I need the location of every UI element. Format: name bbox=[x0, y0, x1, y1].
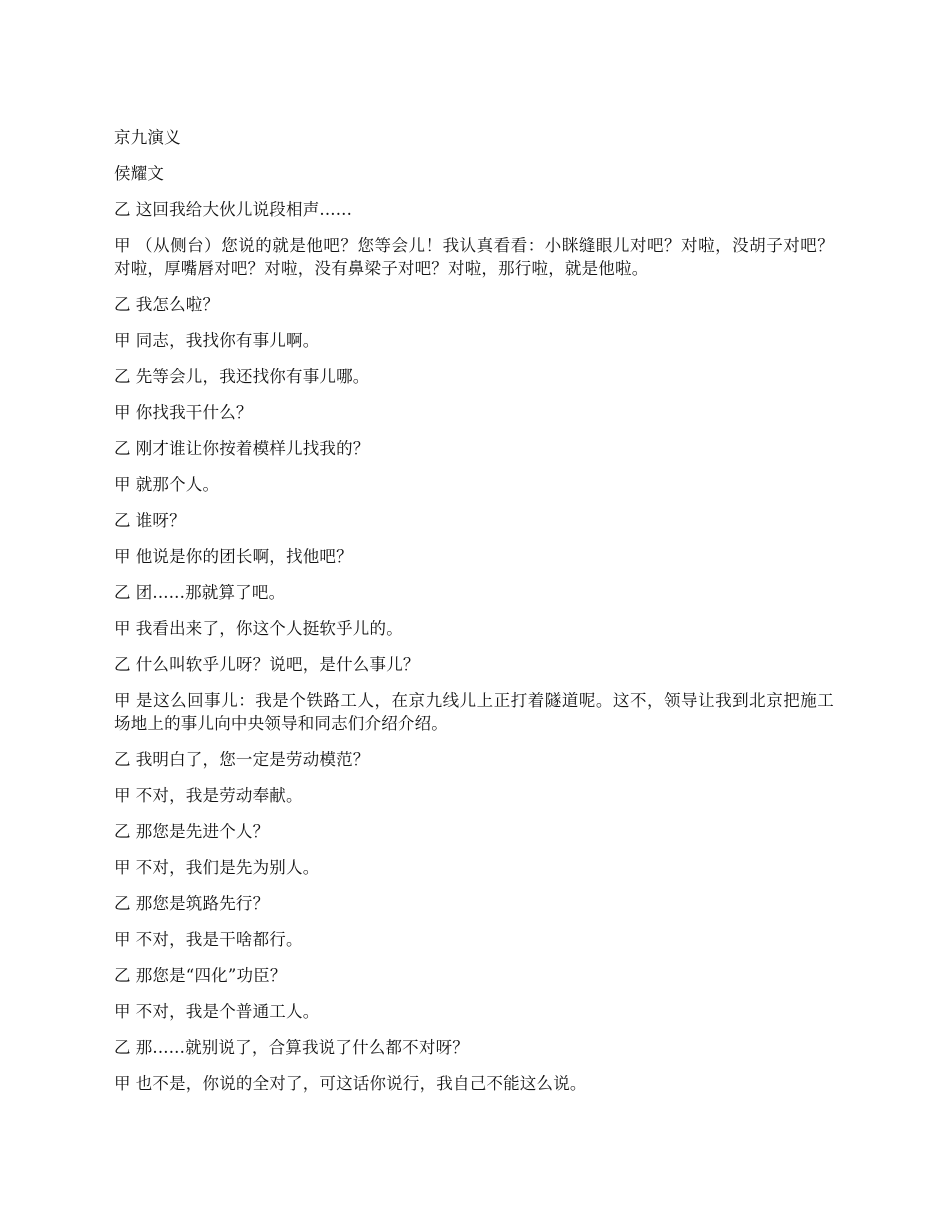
line-text: 那您是“四化”功臣？ bbox=[135, 966, 287, 985]
speaker-label: 乙 bbox=[114, 750, 131, 769]
dialogue-line bbox=[114, 820, 834, 843]
line-text: 我怎么啦？ bbox=[135, 295, 220, 314]
speaker-label: 乙 bbox=[114, 511, 131, 530]
line-text: 是这么回事儿：我是个铁路工人，在京九线儿上正打着隧道呢。这不，领导让我到北京把施工场地上的事儿向中央领导和同志们介绍介绍。 bbox=[114, 691, 835, 733]
speaker-label: 乙 bbox=[114, 583, 131, 602]
speaker-label: 甲 bbox=[114, 619, 131, 638]
speaker-label: 甲 bbox=[114, 331, 131, 350]
line-text: 你找我干什么？ bbox=[135, 403, 253, 422]
dialogue-line bbox=[114, 748, 834, 771]
document-page bbox=[114, 126, 834, 1108]
speaker-label: 乙 bbox=[114, 439, 131, 458]
line-text: 刚才谁让你按着模样儿找我的？ bbox=[135, 439, 370, 458]
line-text: 那您是筑路先行？ bbox=[135, 894, 270, 913]
dialogue-line bbox=[114, 617, 834, 640]
speaker-label: 甲 bbox=[114, 930, 131, 949]
line-text: 不对，我是干啥都行。 bbox=[135, 930, 303, 949]
line-text: 什么叫软乎儿呀？说吧，是什么事儿？ bbox=[135, 655, 420, 674]
dialogue-line bbox=[114, 234, 834, 280]
speaker-label: 甲 bbox=[114, 403, 131, 422]
speaker-label: 甲 bbox=[114, 786, 131, 805]
speaker-label: 甲 bbox=[114, 236, 132, 255]
speaker-label: 乙 bbox=[114, 295, 131, 314]
speaker-label: 甲 bbox=[114, 858, 131, 877]
dialogue-line bbox=[114, 198, 834, 221]
speaker-label: 甲 bbox=[114, 691, 132, 710]
line-text: 团......那就算了吧。 bbox=[135, 583, 286, 602]
speaker-label: 甲 bbox=[114, 475, 131, 494]
line-text: 也不是，你说的全对了，可这话你说行，我自己不能这么说。 bbox=[135, 1074, 587, 1093]
line-text: 不对，我们是先为别人。 bbox=[135, 858, 320, 877]
line-text: 我明白了，您一定是劳动模范？ bbox=[135, 750, 370, 769]
line-text: 我看出来了，你这个人挺软乎儿的。 bbox=[135, 619, 403, 638]
line-text: （从侧台）您说的就是他吧？您等会儿！我认真看看：小眯缝眼儿对吧？对啦，没胡子对吧？对啦，厚嘴唇对吧？对啦，没有鼻梁子对吧？对啦，那行啦，就是他啦。 bbox=[114, 236, 835, 278]
dialogue-line bbox=[114, 928, 834, 951]
dialogue-line bbox=[114, 1000, 834, 1023]
speaker-label: 乙 bbox=[114, 655, 131, 674]
dialogue-line bbox=[114, 964, 834, 987]
speaker-label: 乙 bbox=[114, 200, 131, 219]
dialogue-line bbox=[114, 293, 834, 316]
dialogue-line bbox=[114, 653, 834, 676]
dialogue-line bbox=[114, 365, 834, 388]
line-text: 先等会儿，我还找你有事儿哪。 bbox=[135, 367, 370, 386]
dialogue-line bbox=[114, 509, 834, 532]
dialogue-line bbox=[114, 1036, 834, 1059]
document-title: 京九演义 bbox=[114, 128, 181, 147]
speaker-label: 乙 bbox=[114, 894, 131, 913]
speaker-label: 甲 bbox=[114, 547, 131, 566]
dialogue bbox=[114, 198, 834, 1095]
dialogue-line bbox=[114, 1072, 834, 1095]
speaker-label: 甲 bbox=[114, 1074, 131, 1093]
dialogue-line bbox=[114, 784, 834, 807]
dialogue-line bbox=[114, 329, 834, 352]
line-text: 谁呀？ bbox=[135, 511, 186, 530]
speaker-label: 乙 bbox=[114, 367, 131, 386]
dialogue-line bbox=[114, 473, 834, 496]
dialogue-line bbox=[114, 892, 834, 915]
dialogue-line bbox=[114, 437, 834, 460]
line-text: 不对，我是个普通工人。 bbox=[135, 1002, 320, 1021]
line-text: 那......就别说了，合算我说了什么都不对呀？ bbox=[135, 1038, 469, 1057]
dialogue-line bbox=[114, 689, 834, 735]
line-text: 那您是先进个人？ bbox=[135, 822, 270, 841]
speaker-label: 乙 bbox=[114, 966, 131, 985]
line-text: 就那个人。 bbox=[135, 475, 220, 494]
speaker-label: 乙 bbox=[114, 822, 131, 841]
dialogue-line bbox=[114, 581, 834, 604]
dialogue-line bbox=[114, 401, 834, 424]
line-text: 同志，我找你有事儿啊。 bbox=[135, 331, 320, 350]
speaker-label: 甲 bbox=[114, 1002, 131, 1021]
line-text: 这回我给大伙儿说段相声...... bbox=[135, 200, 353, 219]
document-author: 侯耀文 bbox=[114, 164, 165, 183]
line-text: 他说是你的团长啊，找他吧？ bbox=[135, 547, 353, 566]
speaker-label: 乙 bbox=[114, 1038, 131, 1057]
line-text: 不对，我是劳动奉献。 bbox=[135, 786, 303, 805]
dialogue-line bbox=[114, 856, 834, 879]
dialogue-line bbox=[114, 545, 834, 568]
